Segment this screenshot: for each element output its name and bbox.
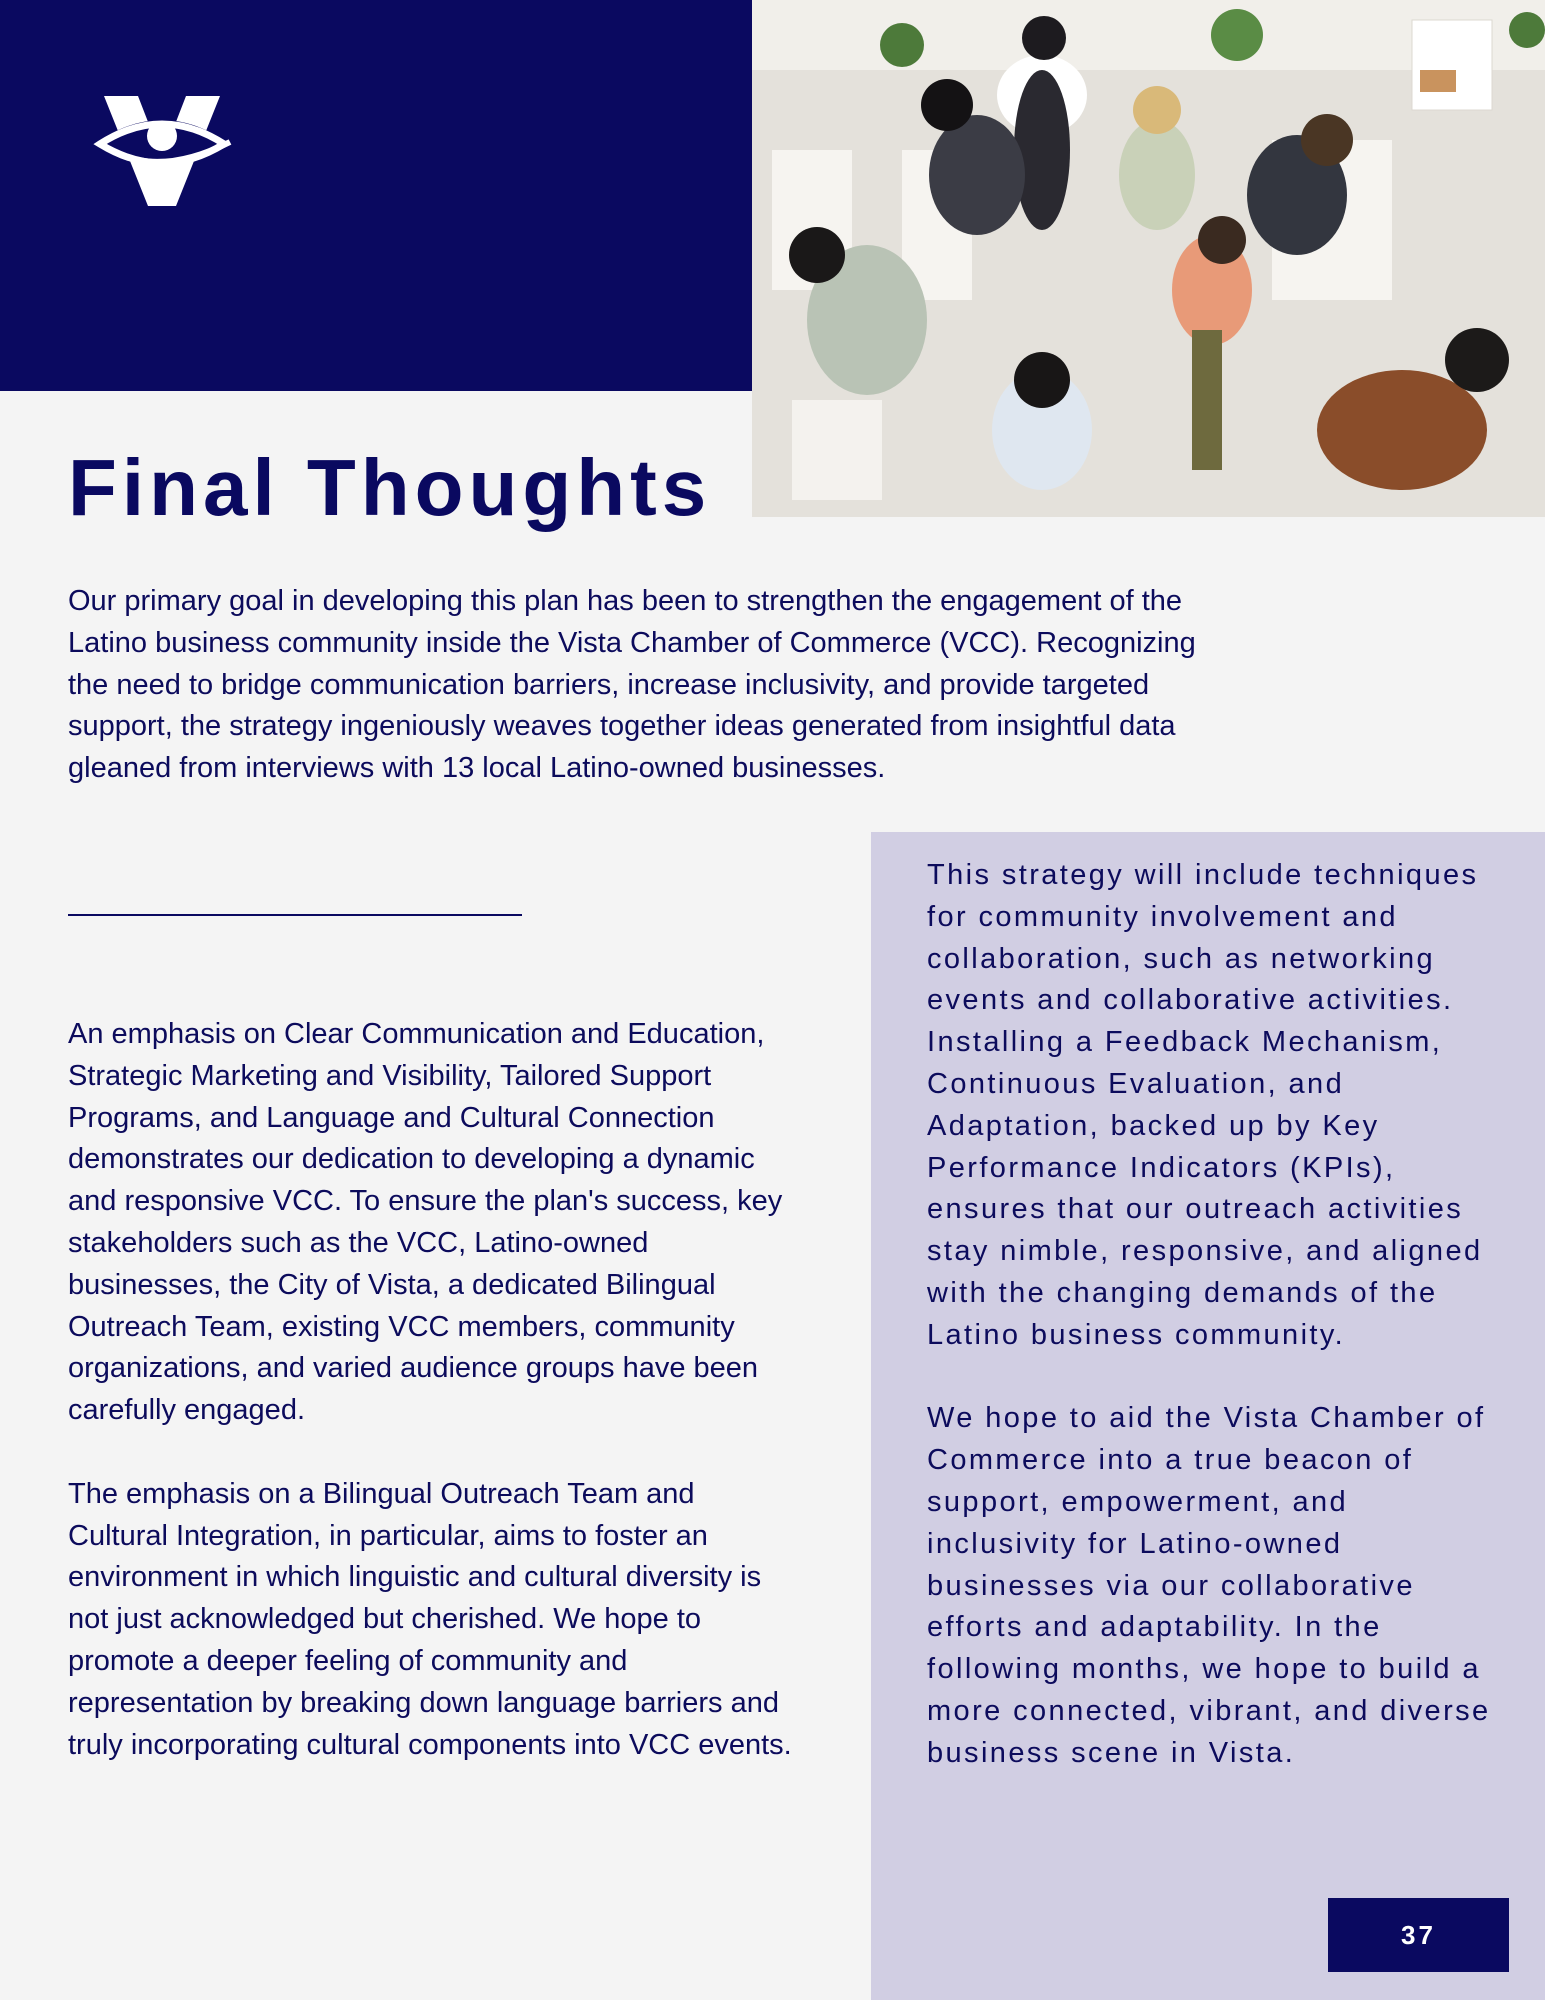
page-number-badge [1328,1898,1509,1972]
right-paragraph-1: This strategy will include techniques for community involvement and collaboration, such as networking events and collaborative activities. Installing a Feedback Mechanism, Continuous Evaluation, and Adaptation, backed up by Key Performance Indicators (KPIs), ensures that our outreach activities stay nimble, responsive, and aligned with the changing demands of the Latino business community. [927,859,1483,1351]
left-paragraph-2: The emphasis on a Bilingual Outreach Team and Cultural Integration, in particular, aims to foster an environment in which linguistic and cultural diversity is not just acknowledged but cherished. We hope to promote a deeper feeling of community and representation by breaking down language barriers and truly incorporating cultural components into VCC events. [68,1477,792,1761]
section-divider [68,914,522,916]
page-number: 37 [1401,1919,1436,1950]
team-meeting-illustration [752,0,1545,517]
right-paragraph-2: We hope to aid the Vista Chamber of Commerce into a true beacon of support, empowerment, and inclusivity for Latino-owned businesses via our collaborative efforts and adaptability. In the following months, we hope to build a more connected, vibrant, and diverse business scene in Vista. [927,1402,1491,1769]
team-meeting-photo [752,0,1545,517]
intro-paragraph: Our primary goal in developing this plan has been to strengthen the engagement of the Latino business community inside the Vista Chamber of Commerce (VCC). Recognizing the need to bridge communication barriers, increase inclusivity, and provide targeted support, the strategy ingeniously weaves together ideas generated from insightful data gleaned from interviews with 13 local Latino-owned businesses. [68,585,1196,785]
header-navy-block [0,0,752,391]
side-panel-text [927,855,1507,1775]
page-title: Final Thoughts [68,443,712,532]
left-paragraph-1: An emphasis on Clear Communication and Education, Strategic Marketing and Visibility, Tailored Support Programs, and Language and Cultural Connection demonstrates our dedication to developing a dynamic and responsive VCC. To ensure the plan's success, key stakeholders such as the VCC, Latino-owned businesses, the City of Vista, a dedicated Bilingual Outreach Team, existing VCC members, community organizations, and varied audience groups have been carefully engaged. [68,1018,783,1427]
left-column [68,1014,798,1766]
eye-v-logo-icon [92,92,232,212]
